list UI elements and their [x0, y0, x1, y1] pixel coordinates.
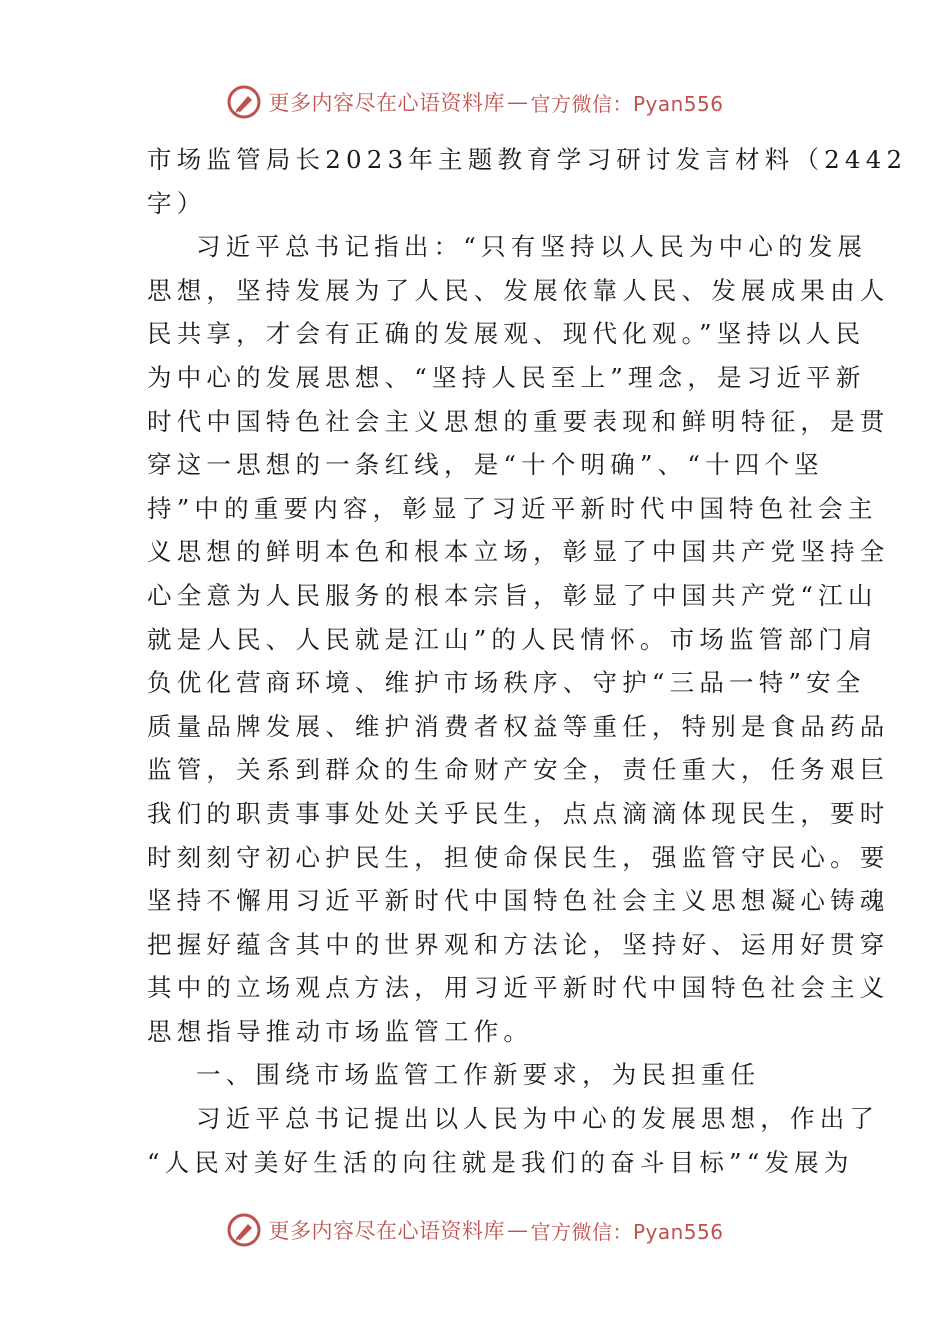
- paragraph-2: [147, 1097, 880, 1184]
- paragraph-line: 思想指导推动市场监管工作。: [147, 1016, 534, 1046]
- paragraph-line: 习近平总书记指出：“只有坚持以人民为中心的发展: [196, 232, 868, 262]
- paragraph-line: “人民对美好生活的向往就是我们的奋斗目标”“发展为: [147, 1147, 854, 1177]
- header-banner: [0, 80, 950, 124]
- paragraph-line: 民共享，才会有正确的发展观、现代化观。”坚持以人民: [147, 319, 866, 349]
- banner-contact: 官方微信：Pyan556: [530, 1219, 724, 1244]
- title-line: 字）: [147, 188, 207, 218]
- banner-dash: —: [506, 90, 529, 114]
- paragraph-line: 穿这一思想的一条红线，是“十个明确”、“十四个坚: [147, 450, 824, 480]
- document-title: [147, 138, 908, 225]
- paragraph-line: 持”中的重要内容，彰显了习近平新时代中国特色社会主: [147, 493, 878, 523]
- banner-contact: 官方微信：Pyan556: [530, 91, 724, 116]
- paragraph-line: 坚持不懈用习近平新时代中国特色社会主义思想凝心铸魂: [147, 886, 890, 916]
- banner-text: 更多内容尽在心语资料库: [268, 1219, 505, 1243]
- paragraph-line: 负优化营商环境、维护市场秩序、守护“三品一特”安全: [147, 668, 866, 698]
- section-heading: 一、围绕市场监管工作新要求，为民担重任: [196, 1060, 761, 1090]
- title-line: 市场监管局长2023年主题教育学习研讨发言材料（2442: [147, 145, 908, 174]
- banner-dash: —: [506, 1218, 529, 1242]
- footer-banner: [0, 1208, 950, 1252]
- paragraph-line: 时代中国特色社会主义思想的重要表现和鲜明特征，是贯: [147, 406, 890, 436]
- banner-text: 更多内容尽在心语资料库: [268, 91, 505, 115]
- paragraph-line: 我们的职责事事处处关乎民生，点点滴滴体现民生，要时: [147, 798, 890, 828]
- paragraph-1: [147, 225, 890, 1053]
- paragraph-line: 监管，关系到群众的生命财产安全，责任重大，任务艰巨: [147, 755, 890, 785]
- paragraph-line: 把握好蕴含其中的世界观和方法论，坚持好、运用好贯穿: [147, 929, 890, 959]
- document-body: [147, 138, 908, 1184]
- paragraph-line: 时刻刻守初心护民生，担使命保民生，强监管守民心。要: [147, 842, 890, 872]
- paragraph-line: 义思想的鲜明本色和根本立场，彰显了中国共产党坚持全: [147, 537, 890, 567]
- pen-nib-circle-icon: [226, 84, 262, 120]
- paragraph-line: 心全意为人民服务的根本宗旨，彰显了中国共产党“江山: [147, 580, 878, 610]
- paragraph-line: 就是人民、人民就是江山”的人民情怀。市场监管部门肩: [147, 624, 878, 654]
- paragraph-line: 为中心的发展思想、“坚持人民至上”理念，是习近平新: [147, 362, 866, 392]
- paragraph-line: 思想，坚持发展为了人民、发展依靠人民、发展成果由人: [147, 275, 890, 305]
- pen-nib-circle-icon: [226, 1212, 262, 1248]
- paragraph-line: 质量品牌发展、维护消费者权益等重任，特别是食品药品: [147, 711, 890, 741]
- paragraph-line: 习近平总书记提出以人民为中心的发展思想，作出了: [196, 1104, 880, 1134]
- paragraph-line: 其中的立场观点方法，用习近平新时代中国特色社会主义: [147, 973, 890, 1003]
